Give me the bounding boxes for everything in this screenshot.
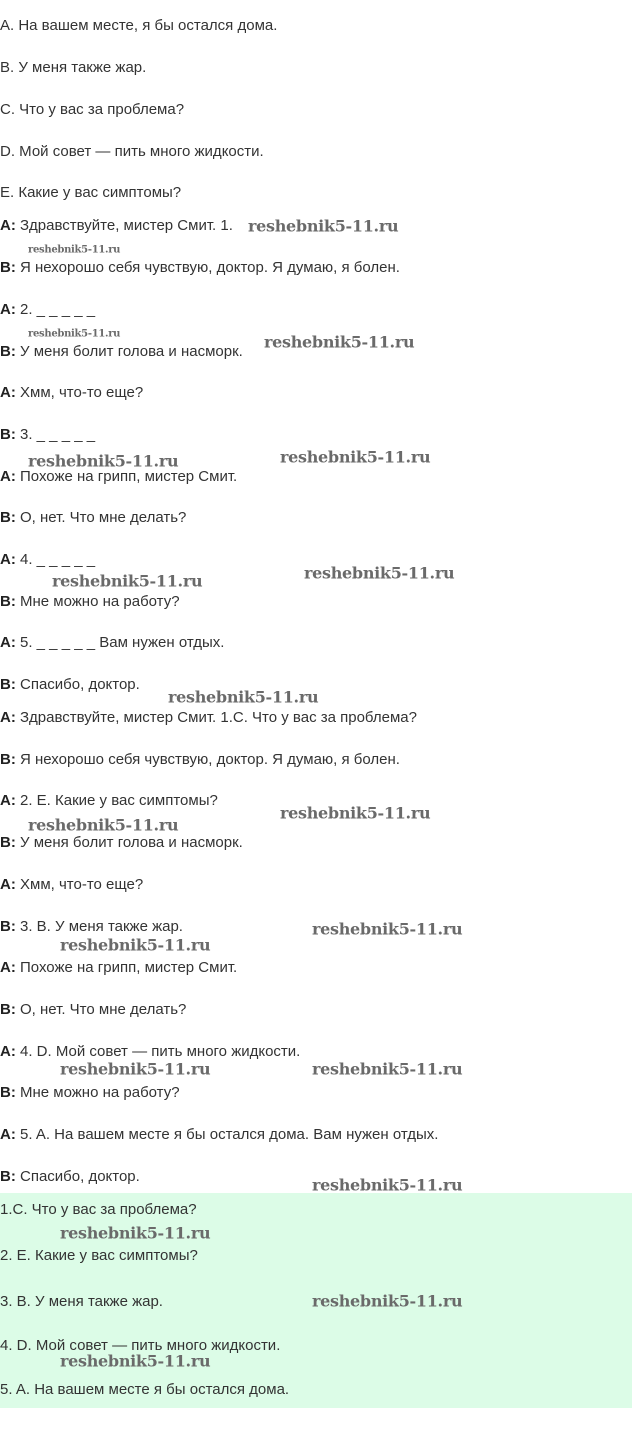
dialog-line (0, 676, 140, 694)
watermark: reshebnik5-11.ru (28, 815, 179, 835)
watermark: reshebnik5-11.ru (60, 1351, 211, 1371)
option-item: C. Что у вас за проблема? (0, 101, 185, 118)
speaker-label: A: (0, 384, 16, 401)
speaker-label: A: (0, 468, 16, 485)
dialog-line (0, 384, 143, 402)
dialog-text: 4. _ _ _ _ _ (15, 551, 96, 568)
speaker-label: B: (0, 676, 16, 693)
answered-line (0, 1084, 180, 1102)
speaker-label: B: (0, 343, 16, 360)
answered-line (0, 876, 143, 894)
answered-line (0, 1126, 438, 1144)
watermark: reshebnik5-11.ru (304, 563, 455, 583)
watermark: reshebnik5-11.ru (52, 571, 203, 591)
answered-line (0, 1168, 140, 1186)
option-item: B. У меня также жар. (0, 59, 147, 76)
watermark: reshebnik5-11.ru (168, 687, 319, 707)
answered-line (0, 1043, 300, 1061)
dialog-text: Мне можно на работу? (15, 1084, 180, 1101)
answered-line (0, 959, 237, 977)
watermark: reshebnik5-11.ru (312, 1175, 463, 1195)
answer-item: 5. A. На вашем месте я бы остался дома. (0, 1381, 290, 1398)
dialog-text: Похоже на грипп, мистер Смит. (15, 468, 238, 485)
dialog-text: Спасибо, доктор. (15, 676, 140, 693)
speaker-label: B: (0, 1168, 16, 1185)
answer-item: 1.C. Что у вас за проблема? (0, 1201, 197, 1218)
speaker-label: A: (0, 876, 16, 893)
dialog-text: О, нет. Что мне делать? (15, 1001, 187, 1018)
dialog-text: Я нехорошо себя чувствую, доктор. Я думаю, я болен. (15, 751, 400, 768)
speaker-label: A: (0, 551, 16, 568)
speaker-label: B: (0, 1084, 16, 1101)
speaker-label: A: (0, 709, 16, 726)
dialog-text: Я нехорошо себя чувствую, доктор. Я думаю, я болен. (15, 259, 400, 276)
dialog-text: 5. _ _ _ _ _ Вам нужен отдых. (15, 634, 225, 651)
dialog-text: Мне можно на работу? (15, 593, 180, 610)
speaker-label: A: (0, 1126, 16, 1143)
speaker-label: B: (0, 259, 16, 276)
dialog-text: О, нет. Что мне делать? (15, 509, 187, 526)
dialog-text: Здравствуйте, мистер Смит. 1. (15, 217, 233, 234)
answered-line (0, 792, 218, 810)
speaker-label: B: (0, 834, 16, 851)
speaker-label: B: (0, 1001, 16, 1018)
watermark: reshebnik5-11.ru (264, 332, 415, 352)
watermark: reshebnik5-11.ru (312, 1059, 463, 1079)
answered-line (0, 1001, 186, 1019)
dialog-line (0, 259, 400, 277)
dialog-text: Хмм, что-то еще? (15, 384, 144, 401)
dialog-text: Спасибо, доктор. (15, 1168, 140, 1185)
watermark: reshebnik5-11.ru (28, 328, 121, 340)
dialog-line (0, 468, 237, 486)
dialog-line (0, 426, 95, 444)
dialog-line (0, 301, 95, 319)
speaker-label: B: (0, 426, 16, 443)
dialog-text: Похоже на грипп, мистер Смит. (15, 959, 238, 976)
speaker-label: B: (0, 751, 16, 768)
dialog-text: 3. B. У меня также жар. (15, 918, 183, 935)
answered-line (0, 834, 243, 852)
dialog-line (0, 509, 186, 527)
dialog-text: Здравствуйте, мистер Смит. 1.C. Что у вас за проблема? (15, 709, 417, 726)
speaker-label: A: (0, 634, 16, 651)
watermark: reshebnik5-11.ru (60, 935, 211, 955)
option-item: A. На вашем месте, я бы остался дома. (0, 17, 278, 34)
answered-line (0, 918, 183, 936)
watermark: reshebnik5-11.ru (28, 451, 179, 471)
speaker-label: B: (0, 593, 16, 610)
dialog-text: Хмм, что-то еще? (15, 876, 144, 893)
option-item: D. Мой совет — пить много жидкости. (0, 143, 264, 160)
dialog-line (0, 634, 224, 652)
watermark: reshebnik5-11.ru (312, 919, 463, 939)
dialog-text: 5. A. На вашем месте я бы остался дома. Вам нужен отдых. (15, 1126, 439, 1143)
answer-item: 3. B. У меня также жар. (0, 1293, 163, 1310)
dialog-line (0, 593, 180, 611)
answered-line (0, 751, 400, 769)
speaker-label: B: (0, 509, 16, 526)
watermark: reshebnik5-11.ru (280, 803, 431, 823)
speaker-label: A: (0, 959, 16, 976)
watermark: reshebnik5-11.ru (28, 244, 121, 256)
watermark: reshebnik5-11.ru (60, 1223, 211, 1243)
speaker-label: A: (0, 792, 16, 809)
dialog-line (0, 217, 233, 235)
answer-item: 4. D. Мой совет — пить много жидкости. (0, 1337, 281, 1354)
dialog-text: У меня болит голова и насморк. (15, 343, 243, 360)
dialog-line (0, 551, 95, 569)
answer-item: 2. E. Какие у вас симптомы? (0, 1247, 198, 1264)
answered-line (0, 709, 417, 727)
watermark: reshebnik5-11.ru (280, 447, 431, 467)
option-item: E. Какие у вас симптомы? (0, 184, 182, 201)
speaker-label: A: (0, 301, 16, 318)
watermark: reshebnik5-11.ru (248, 216, 399, 236)
dialog-text: 4. D. Мой совет — пить много жидкости. (15, 1043, 301, 1060)
watermark: reshebnik5-11.ru (312, 1291, 463, 1311)
speaker-label: B: (0, 918, 16, 935)
speaker-label: A: (0, 1043, 16, 1060)
dialog-text: 2. E. Какие у вас симптомы? (15, 792, 218, 809)
dialog-text: У меня болит голова и насморк. (15, 834, 243, 851)
dialog-text: 3. _ _ _ _ _ (15, 426, 96, 443)
watermark: reshebnik5-11.ru (60, 1059, 211, 1079)
speaker-label: A: (0, 217, 16, 234)
dialog-text: 2. _ _ _ _ _ (15, 301, 96, 318)
dialog-line (0, 343, 243, 361)
